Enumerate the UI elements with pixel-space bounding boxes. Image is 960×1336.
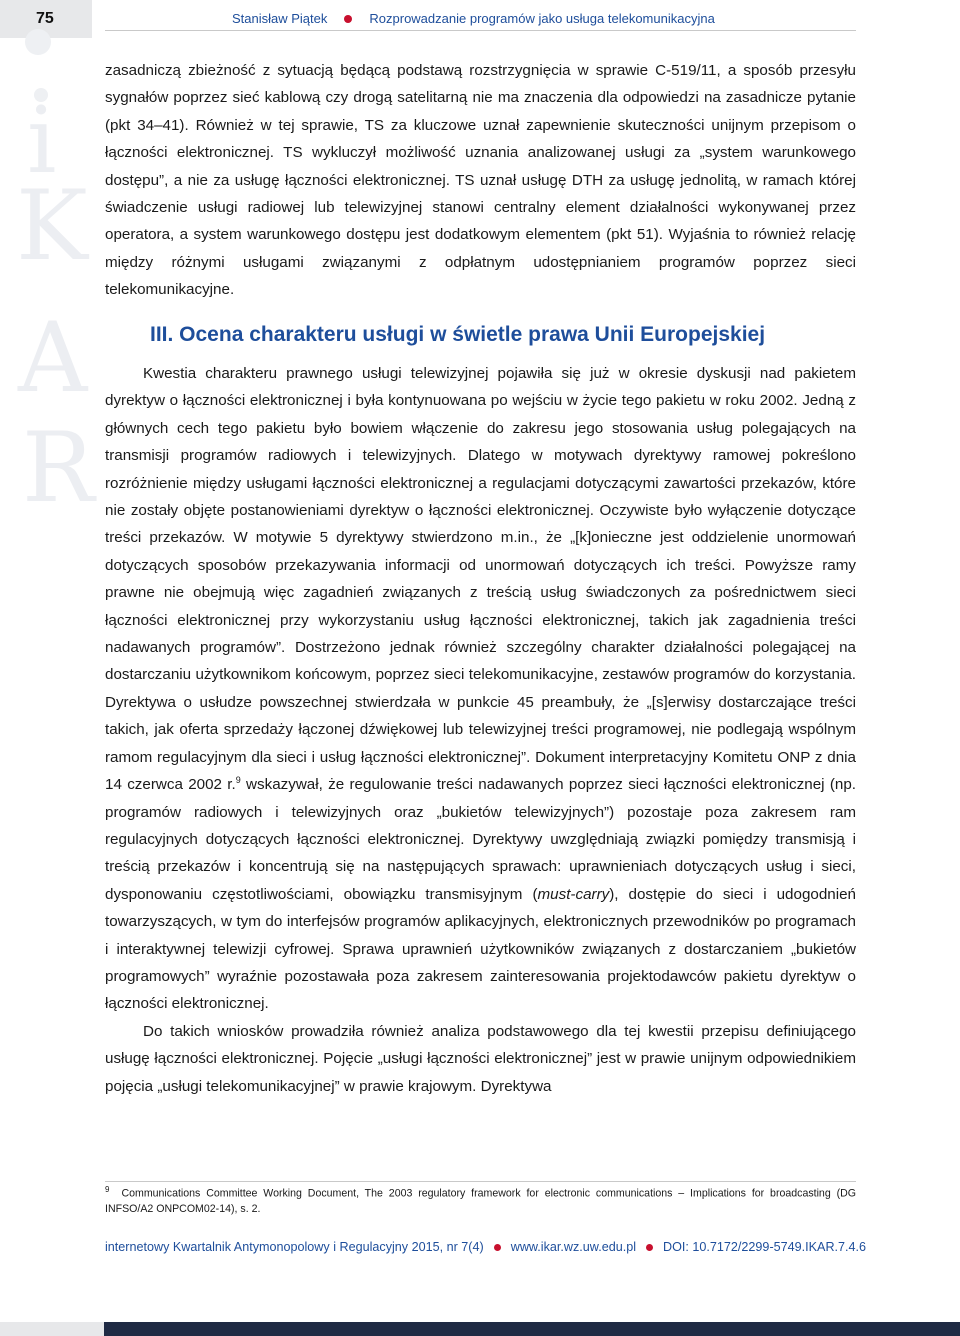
footer-doi: DOI: 10.7172/2299-5749.IKAR.7.4.6 — [663, 1240, 867, 1254]
bottom-bar-tab — [0, 1322, 104, 1336]
section-title: III. Ocena charakteru usługi w świetle prawa Unii Europejskiej — [150, 323, 766, 346]
header-author: Stanisław Piątek — [232, 11, 328, 26]
ikar-logo — [0, 0, 104, 560]
paragraph-1: zasadniczą zbieżność z sytuacją będącą podstawą rozstrzygnięcia w sprawie C-519/11, a sposób przesyłu sygnałów poprzez sieć kablową czy drogą satelitarną nie ma znaczenia dla odpowiedzi na zasadnicze pytanie (pkt 34–41). Również w tej sprawie, TS za kluczowe uznał zapewnienie skuteczności unijnym przepisom o łączności elektronicznej. TS wykluczył możliwość uznania analizowanej usługi za „system warunkowego dostępu”, a nie za usługę łączności elektronicznej. TS uznał usługę DTH za usługę jednolitą, w ramach której świadczenie usługi radiowej lub telewizyjnej stanowi centralny element działalności wykonywanej przez operatora, a system warunkowego dostępu jest dodatkowym elementem (pkt 51). Wyjaśnia to również relację między różnymi usługami związanymi z odpłatnym udostępnianiem programów poprzez sieci telekomunikacyjne. — [105, 62, 856, 299]
footnote-text: Communications Committee Working Document, The 2003 regulatory framework for electronic communications – Implications for broadcasting (DG INFSO/A2 ONPCOM02-14), s. 2. — [105, 1187, 856, 1215]
running-header — [232, 11, 715, 26]
paragraph-2 — [105, 360, 856, 1018]
logo-letter-a: A — [18, 302, 88, 414]
logo-letter-k: K — [16, 170, 88, 282]
paragraph-2-text-b: wskazywał, że regulowanie treści nadawanych poprzez sieci łączności elektronicznej (np. programów radiowych i telewizyjnych oraz „bukietów telewizyjnych”) pozostaje poza zakresem ram regulacyjnych dotyczących łączności elektronicznej. Dyrektywy uwzględniają związki pomiędzy transmisją i treścią przekazów i koncentrują się na następujących sprawach: uprawnieniach dotyczących usług i sieci, dysponowaniu częstotliwościami, obowiązku transmisyjnym ( — [105, 776, 856, 903]
page-number: 75 — [0, 0, 92, 38]
header-title: Rozprowadzanie programów jako usługa telekomunikacyjna — [369, 11, 715, 26]
paragraph-2-italic-term: must-carry — [537, 885, 610, 903]
header-rule — [105, 30, 856, 31]
paragraph-1-block — [105, 57, 856, 304]
footer-separator-dot — [646, 1244, 653, 1251]
paragraph-2-text-c: ), dostępie do sieci i udogodnień towarzyszących, w tym do interfejsów programów aplikacyjnych, elektronicznych przewodników po programach i interaktywnej telewizji cyfrowej. Sprawa uprawnień użytkowników związanych z dostarczaniem „bukietów programowych” wyraźnie pozostawała poza zakresem zainteresowania projektodawców pakietu dyrektyw o łączności elektronicznej. — [105, 885, 856, 1013]
footnote-reference: 9 — [235, 775, 241, 786]
footnote — [105, 1182, 856, 1217]
logo-letter-i: i — [27, 87, 57, 194]
footer-journal: internetowy Kwartalnik Antymonopolowy i Regulacyjny 2015, nr 7(4) — [105, 1240, 484, 1254]
footer-separator-dot — [494, 1244, 501, 1251]
logo-letter-r: R — [22, 412, 95, 524]
footnote-number: 9 — [105, 1185, 110, 1194]
paragraph-2-text-a: Kwestia charakteru prawnego usługi telewizyjnej pojawiła się już w okresie dyskusji nad pakietem dyrektyw o łączności elektronicznej i była kontynuowana po wejściu w życie tego pakietu w roku 2002. Jedną z głównych cech tego pakietu było bowiem włączenie do zakresu jego stosowania usług polegających na transmisji programów radiowych i telewizyjnych. Dlatego w motywach dyrektywy ramowej pokreślono rozróżnienie między usługami łączności elektronicznej a regulacjami dotyczącymi zawartości przekazów, które nie zostały objęte postanowieniami dyrektyw o łączności elektronicznej. Oczywiste było wyłączenie dotyczące treści przekazów. W motywie 5 dyrektywy stwierdzono m.in., że „[k]onieczne jest oddzielenie unormowań dotyczących sposobów przekazywania informacji od unormowań dotyczących ich treści. Powyższe ramy prawne nie obejmują więc zagadnień związanych z treścią usług świadczonych za pośrednictwem sieci łączności elektronicznej przy wykorzystaniu usług łączności elektronicznej, takich jak zagadnienia treści nadawanych programów”. Dostrzeżono jednak również szczególny charakter działalności polegającej na dostarczaniu użytkownikom końcowym, poprzez sieci telekomunikacyjne, zestawów programów do korzystania. Dyrektywa o usłudze powszechnej stwierdzała w punkcie 45 preambuły, że „[s]erwisy dostarczające treści takich, jak oferta sprzedaży łączonej dźwiękowej lub telewizyjnej treści programowej, nie podlegają wspólnym ramom regulacyjnym dla sieci i usług łączności elektronicznej”. Dokument interpretacyjny Komitetu ONP z dnia 14 czerwca 2002 r. — [105, 365, 856, 794]
logo-dot-large — [25, 29, 51, 55]
body-block — [105, 360, 856, 1100]
footer-url[interactable]: www.ikar.wz.uw.edu.pl — [510, 1240, 637, 1254]
paragraph-3: Do takich wniosków prowadziła również analiza podstawowego dla tej kwestii przepisu definiującego usługę łączności elektronicznej. Pojęcie „usługi łączności elektronicznej” jest w prawie unijnym odpowiednikiem pojęcia „usługi telekomunikacyjnej” w prawie krajowym. Dyrektywa — [105, 1022, 856, 1095]
bottom-bar — [0, 1322, 960, 1336]
page-footer — [105, 1240, 866, 1254]
header-separator-dot — [344, 15, 352, 23]
